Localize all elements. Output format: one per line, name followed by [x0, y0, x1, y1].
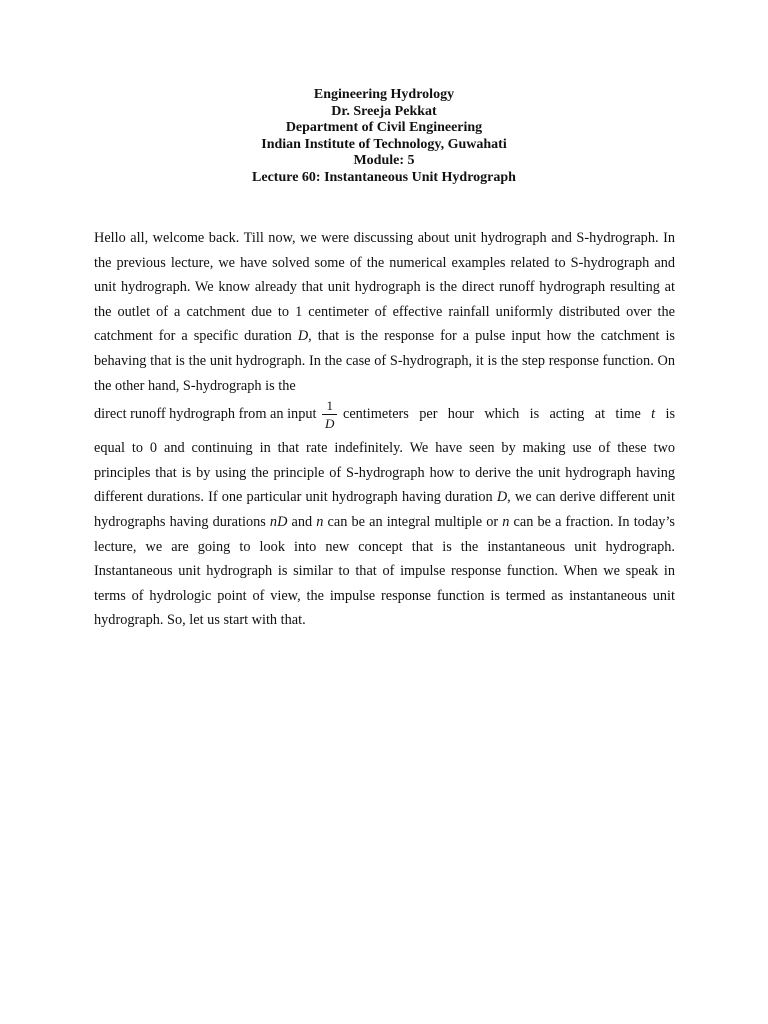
cont-text-c: and — [287, 513, 317, 530]
fraction-numerator: 1 — [322, 398, 337, 415]
fraction-lead-text: direct runoff hydrograph from an input — [94, 405, 317, 422]
institute-name: Indian Institute of Technology, Guwahati — [261, 136, 507, 152]
cont-text-d: can be an integral multiple or — [323, 513, 503, 530]
fraction-trail — [343, 402, 675, 427]
symbol-t: t — [651, 405, 656, 422]
course-title: Engineering Hydrology — [313, 87, 455, 102]
fraction-trail-is: is — [665, 405, 676, 422]
lecture-header — [0, 87, 768, 187]
symbol-D-2: D — [496, 489, 508, 506]
paragraph-continued — [94, 436, 675, 633]
paragraph-intro — [94, 226, 675, 398]
fraction-denominator: D — [325, 415, 335, 431]
fraction-1-over-D — [322, 398, 337, 431]
cont-text-b: , we can derive different unit hydrographs having durations — [94, 489, 675, 530]
symbol-n: n — [316, 513, 324, 530]
intro-text-end: , that is the response for a pulse input how the catchment is behaving that is the unit hydrograph. In the case of S-hydrograph, it is the step response function. On the other hand, S-hydrograph is the — [94, 328, 675, 394]
symbol-nD: nD — [269, 513, 288, 530]
module-label: Module: 5 — [353, 153, 415, 169]
instructor-name: Dr. Sreeja Pekkat — [331, 103, 437, 119]
fraction-trail-text: centimeters per hour which is acting at time — [342, 405, 641, 422]
symbol-D: D — [297, 328, 309, 345]
lecture-title: Lecture 60: Instantaneous Unit Hydrograph — [252, 169, 516, 185]
lecture-body — [94, 226, 675, 633]
cont-text-e: can be a fraction. In today’s lecture, we are going to look into new concept that is the instantaneous unit hydrograph. Instantaneous unit hydrograph is similar to that of impulse response function. When we speak in terms of hydrologic point of view, the impulse response function is termed as instantaneous unit hydrograph. So, let us start with that. — [94, 513, 675, 629]
cont-text-a: equal to 0 and continuing in that rate indefinitely. We have seen by making use of these two principles that is by using the principle of S-hydrograph how to derive the unit hydrograph having different durations. If one particular unit hydrograph having duration — [94, 440, 675, 506]
department-name: Department of Civil Engineering — [285, 120, 483, 136]
intro-text: Hello all, welcome back. Till now, we were discussing about unit hydrograph and S-hydrograph. In the previous lecture, we have solved some of the numerical examples related to S-hydrograph and unit hydrograph. We know already that unit hydrograph is the direct runoff hydrograph resulting at the outlet of a catchment due to 1 centimeter of effective rainfall uniformly distributed over the catchment for a specific duration — [94, 230, 675, 345]
symbol-n-2: n — [502, 513, 510, 530]
fraction-line — [94, 394, 675, 434]
